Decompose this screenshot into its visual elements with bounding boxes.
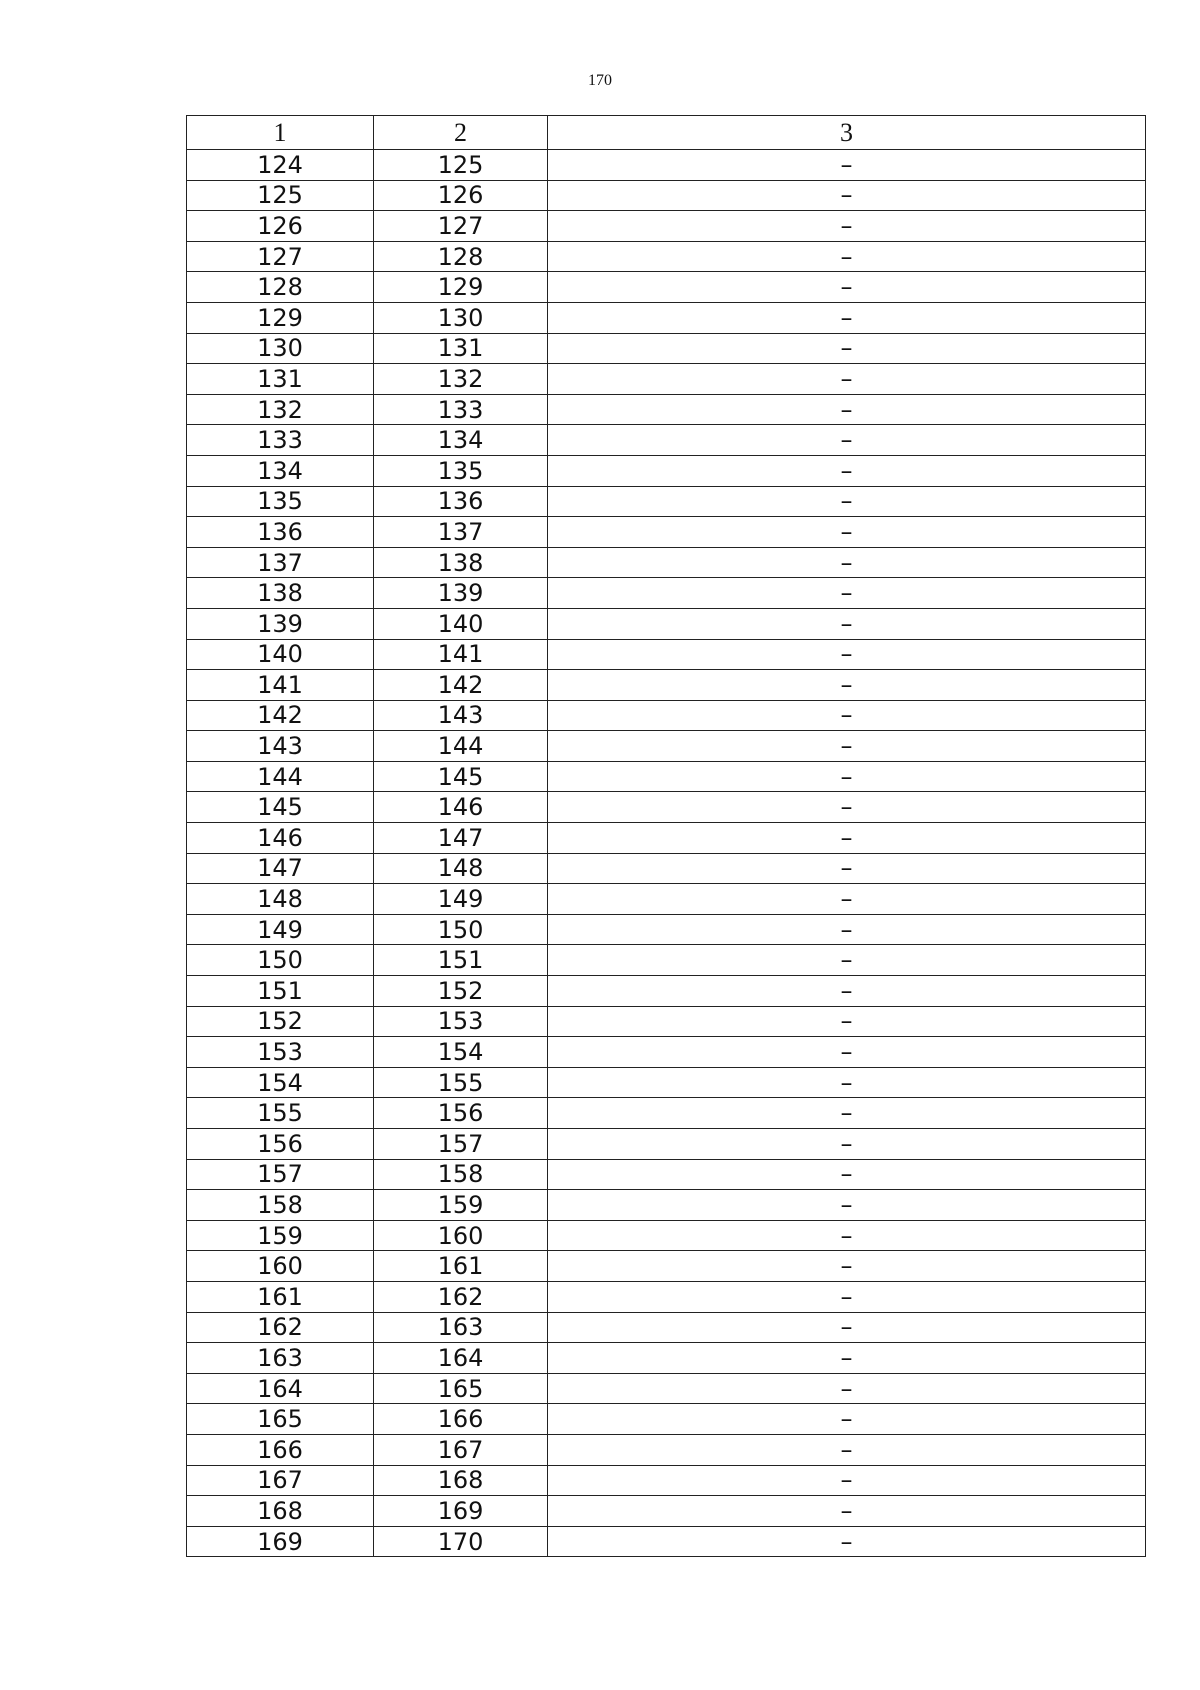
- table-cell-col-3: –: [548, 1312, 1146, 1343]
- table-cell-col-3: –: [548, 547, 1146, 578]
- table-row: [187, 914, 1146, 945]
- table-cell-col-2: 170: [374, 1526, 548, 1557]
- table-cell-col-3: –: [548, 1220, 1146, 1251]
- table-cell-col-1: 154: [187, 1067, 374, 1098]
- table-row: [187, 333, 1146, 364]
- table-row: [187, 578, 1146, 609]
- table-cell-col-1: 127: [187, 241, 374, 272]
- table-cell-col-2: 162: [374, 1281, 548, 1312]
- table-row: [187, 486, 1146, 517]
- table-cell-col-1: 137: [187, 547, 374, 578]
- table-row: [187, 608, 1146, 639]
- table-cell-col-3: –: [548, 1098, 1146, 1129]
- table-cell-col-2: 165: [374, 1373, 548, 1404]
- table-cell-col-2: 150: [374, 914, 548, 945]
- table-cell-col-2: 154: [374, 1037, 548, 1068]
- table-cell-col-1: 155: [187, 1098, 374, 1129]
- table-row: [187, 1281, 1146, 1312]
- table-cell-col-1: 168: [187, 1496, 374, 1527]
- table-cell-col-1: 124: [187, 150, 374, 181]
- table-cell-col-1: 146: [187, 823, 374, 854]
- table-row: [187, 1312, 1146, 1343]
- table-cell-col-2: 142: [374, 670, 548, 701]
- table-cell-col-1: 158: [187, 1190, 374, 1221]
- table-cell-col-3: –: [548, 180, 1146, 211]
- table-row: [187, 1098, 1146, 1129]
- table-cell-col-2: 130: [374, 302, 548, 333]
- table-cell-col-1: 167: [187, 1465, 374, 1496]
- table-row: [187, 1129, 1146, 1160]
- table-row: [187, 1159, 1146, 1190]
- table-cell-col-2: 164: [374, 1343, 548, 1374]
- table-cell-col-1: 135: [187, 486, 374, 517]
- table-row: [187, 1037, 1146, 1068]
- table-cell-col-2: 166: [374, 1404, 548, 1435]
- table-cell-col-1: 165: [187, 1404, 374, 1435]
- table-cell-col-3: –: [548, 639, 1146, 670]
- table-row: [187, 731, 1146, 762]
- table-cell-col-1: 148: [187, 884, 374, 915]
- table-cell-col-3: –: [548, 517, 1146, 548]
- table-cell-col-2: 145: [374, 761, 548, 792]
- table-cell-col-1: 151: [187, 976, 374, 1007]
- table-cell-col-2: 157: [374, 1129, 548, 1160]
- table-cell-col-1: 132: [187, 394, 374, 425]
- table-cell-col-1: 145: [187, 792, 374, 823]
- table-cell-col-1: 134: [187, 455, 374, 486]
- table-cell-col-3: –: [548, 150, 1146, 181]
- table-cell-col-2: 125: [374, 150, 548, 181]
- table-cell-col-3: –: [548, 578, 1146, 609]
- table-cell-col-2: 163: [374, 1312, 548, 1343]
- table-cell-col-2: 129: [374, 272, 548, 303]
- table-row: [187, 150, 1146, 181]
- table-row: [187, 1434, 1146, 1465]
- table-cell-col-1: 128: [187, 272, 374, 303]
- table-cell-col-1: 143: [187, 731, 374, 762]
- table-cell-col-1: 138: [187, 578, 374, 609]
- table-cell-col-1: 125: [187, 180, 374, 211]
- table-cell-col-1: 129: [187, 302, 374, 333]
- table-cell-col-1: 142: [187, 700, 374, 731]
- table-row: [187, 639, 1146, 670]
- table-cell-col-1: 152: [187, 1006, 374, 1037]
- table-cell-col-3: –: [548, 1129, 1146, 1160]
- table-cell-col-3: –: [548, 976, 1146, 1007]
- table-cell-col-2: 132: [374, 364, 548, 395]
- table-cell-col-1: 163: [187, 1343, 374, 1374]
- table-cell-col-3: –: [548, 1159, 1146, 1190]
- table-cell-col-2: 144: [374, 731, 548, 762]
- table-cell-col-1: 157: [187, 1159, 374, 1190]
- table-row: [187, 1526, 1146, 1557]
- table-cell-col-2: 169: [374, 1496, 548, 1527]
- table-cell-col-1: 136: [187, 517, 374, 548]
- table-cell-col-2: 167: [374, 1434, 548, 1465]
- table-row: [187, 761, 1146, 792]
- table-cell-col-3: –: [548, 608, 1146, 639]
- table-row: [187, 823, 1146, 854]
- table-cell-col-2: 143: [374, 700, 548, 731]
- data-table: [186, 115, 1146, 1557]
- table-cell-col-3: –: [548, 1343, 1146, 1374]
- table-cell-col-2: 147: [374, 823, 548, 854]
- table-cell-col-2: 126: [374, 180, 548, 211]
- column-header-3: 3: [548, 116, 1146, 150]
- table-cell-col-3: –: [548, 1465, 1146, 1496]
- table-row: [187, 1190, 1146, 1221]
- column-header-2: 2: [374, 116, 548, 150]
- table-cell-col-1: 162: [187, 1312, 374, 1343]
- table-row: [187, 1220, 1146, 1251]
- table-cell-col-2: 149: [374, 884, 548, 915]
- table-row: [187, 884, 1146, 915]
- table-cell-col-3: –: [548, 1190, 1146, 1221]
- table-row: [187, 394, 1146, 425]
- table-cell-col-2: 136: [374, 486, 548, 517]
- table-cell-col-3: –: [548, 1037, 1146, 1068]
- table-cell-col-2: 158: [374, 1159, 548, 1190]
- table-cell-col-3: –: [548, 1006, 1146, 1037]
- table-cell-col-3: –: [548, 211, 1146, 242]
- table-row: [187, 1496, 1146, 1527]
- table-body: [187, 150, 1146, 1557]
- table-cell-col-1: 161: [187, 1281, 374, 1312]
- table-cell-col-3: –: [548, 792, 1146, 823]
- table-cell-col-1: 150: [187, 945, 374, 976]
- table-cell-col-2: 168: [374, 1465, 548, 1496]
- table-row: [187, 853, 1146, 884]
- table-cell-col-3: –: [548, 853, 1146, 884]
- table-cell-col-2: 140: [374, 608, 548, 639]
- table-row: [187, 455, 1146, 486]
- table-cell-col-1: 164: [187, 1373, 374, 1404]
- table-row: [187, 945, 1146, 976]
- table-cell-col-3: –: [548, 700, 1146, 731]
- table-cell-col-2: 137: [374, 517, 548, 548]
- table-cell-col-1: 147: [187, 853, 374, 884]
- table-row: [187, 211, 1146, 242]
- table-cell-col-2: 155: [374, 1067, 548, 1098]
- table-row: [187, 1404, 1146, 1435]
- table-cell-col-3: –: [548, 731, 1146, 762]
- table-cell-col-3: –: [548, 1526, 1146, 1557]
- table-cell-col-3: –: [548, 1434, 1146, 1465]
- table-cell-col-1: 131: [187, 364, 374, 395]
- table-cell-col-3: –: [548, 1281, 1146, 1312]
- table-cell-col-2: 128: [374, 241, 548, 272]
- table-cell-col-3: –: [548, 364, 1146, 395]
- table-cell-col-2: 161: [374, 1251, 548, 1282]
- table-cell-col-3: –: [548, 425, 1146, 456]
- table-row: [187, 792, 1146, 823]
- table-row: [187, 1343, 1146, 1374]
- header-row: [187, 116, 1146, 150]
- table-cell-col-3: –: [548, 1404, 1146, 1435]
- column-header-1: 1: [187, 116, 374, 150]
- table-row: [187, 1006, 1146, 1037]
- table-cell-col-1: 140: [187, 639, 374, 670]
- table-row: [187, 241, 1146, 272]
- table-row: [187, 517, 1146, 548]
- table-cell-col-2: 131: [374, 333, 548, 364]
- table-cell-col-2: 133: [374, 394, 548, 425]
- table-cell-col-1: 144: [187, 761, 374, 792]
- table-cell-col-3: –: [548, 884, 1146, 915]
- table-row: [187, 302, 1146, 333]
- table-cell-col-2: 151: [374, 945, 548, 976]
- table-cell-col-1: 130: [187, 333, 374, 364]
- table-cell-col-3: –: [548, 1373, 1146, 1404]
- table-cell-col-2: 141: [374, 639, 548, 670]
- table-row: [187, 976, 1146, 1007]
- table-cell-col-3: –: [548, 823, 1146, 854]
- table-row: [187, 180, 1146, 211]
- table-row: [187, 700, 1146, 731]
- table-cell-col-2: 160: [374, 1220, 548, 1251]
- table-cell-col-2: 159: [374, 1190, 548, 1221]
- table-header: [187, 116, 1146, 150]
- table-cell-col-1: 159: [187, 1220, 374, 1251]
- table-cell-col-3: –: [548, 394, 1146, 425]
- table-cell-col-3: –: [548, 945, 1146, 976]
- table-cell-col-2: 152: [374, 976, 548, 1007]
- table-cell-col-2: 138: [374, 547, 548, 578]
- table-cell-col-2: 135: [374, 455, 548, 486]
- table-cell-col-3: –: [548, 272, 1146, 303]
- table-row: [187, 547, 1146, 578]
- table-cell-col-1: 166: [187, 1434, 374, 1465]
- table-cell-col-3: –: [548, 914, 1146, 945]
- table-cell-col-1: 153: [187, 1037, 374, 1068]
- table-cell-col-3: –: [548, 302, 1146, 333]
- table-cell-col-2: 156: [374, 1098, 548, 1129]
- table-cell-col-3: –: [548, 486, 1146, 517]
- table-row: [187, 670, 1146, 701]
- table-cell-col-2: 139: [374, 578, 548, 609]
- table-cell-col-1: 169: [187, 1526, 374, 1557]
- table-cell-col-3: –: [548, 241, 1146, 272]
- table-cell-col-1: 133: [187, 425, 374, 456]
- table-cell-col-3: –: [548, 1251, 1146, 1282]
- table-cell-col-3: –: [548, 1496, 1146, 1527]
- table-row: [187, 1251, 1146, 1282]
- table-row: [187, 1373, 1146, 1404]
- table-cell-col-1: 149: [187, 914, 374, 945]
- table-cell-col-3: –: [548, 333, 1146, 364]
- table-row: [187, 425, 1146, 456]
- table-cell-col-3: –: [548, 455, 1146, 486]
- table-row: [187, 364, 1146, 395]
- table-cell-col-2: 146: [374, 792, 548, 823]
- table-row: [187, 1067, 1146, 1098]
- table-cell-col-3: –: [548, 1067, 1146, 1098]
- table-cell-col-2: 134: [374, 425, 548, 456]
- table-cell-col-2: 153: [374, 1006, 548, 1037]
- table-cell-col-3: –: [548, 670, 1146, 701]
- table-cell-col-3: –: [548, 761, 1146, 792]
- table-cell-col-1: 139: [187, 608, 374, 639]
- table-row: [187, 272, 1146, 303]
- table-cell-col-1: 160: [187, 1251, 374, 1282]
- table-cell-col-1: 126: [187, 211, 374, 242]
- table-cell-col-1: 141: [187, 670, 374, 701]
- table-cell-col-2: 148: [374, 853, 548, 884]
- page-number: 170: [588, 72, 612, 89]
- table-row: [187, 1465, 1146, 1496]
- table-cell-col-1: 156: [187, 1129, 374, 1160]
- table-cell-col-2: 127: [374, 211, 548, 242]
